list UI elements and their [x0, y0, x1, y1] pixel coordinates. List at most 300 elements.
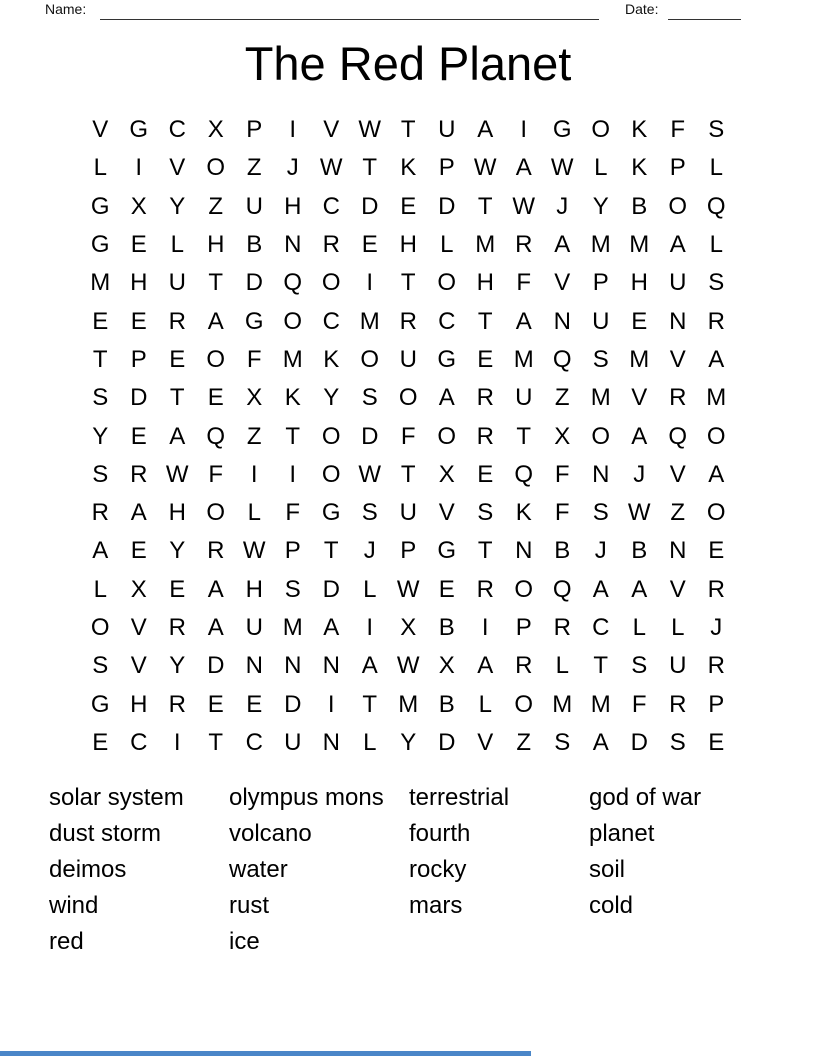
- grid-cell[interactable]: A: [323, 614, 340, 641]
- grid-cell[interactable]: N: [322, 728, 340, 756]
- grid-cell[interactable]: P: [708, 690, 725, 718]
- grid-cell[interactable]: T: [208, 728, 224, 756]
- grid-cell[interactable]: N: [592, 460, 610, 488]
- grid-cell[interactable]: R: [707, 307, 725, 335]
- grid-cell[interactable]: A: [631, 575, 648, 603]
- grid-cell[interactable]: Z: [246, 154, 262, 182]
- grid-cell[interactable]: R: [476, 384, 494, 412]
- grid-cell[interactable]: O: [591, 422, 611, 450]
- grid-cell[interactable]: S: [361, 384, 378, 412]
- grid-cell[interactable]: G: [321, 499, 341, 527]
- grid-cell[interactable]: M: [706, 384, 727, 412]
- grid-cell[interactable]: T: [593, 652, 609, 680]
- grid-cell[interactable]: K: [515, 499, 532, 527]
- grid-cell[interactable]: M: [282, 345, 303, 373]
- grid-cell[interactable]: B: [438, 614, 455, 641]
- grid-cell[interactable]: D: [284, 690, 302, 718]
- grid-cell[interactable]: G: [90, 690, 110, 718]
- grid-cell[interactable]: H: [207, 231, 225, 259]
- grid-cell[interactable]: R: [515, 652, 533, 680]
- grid-cell[interactable]: H: [130, 690, 148, 718]
- grid-cell[interactable]: B: [631, 537, 648, 565]
- grid-cell[interactable]: V: [130, 652, 147, 680]
- grid-cell[interactable]: G: [437, 537, 457, 565]
- grid-cell[interactable]: T: [323, 537, 339, 565]
- grid-cell[interactable]: A: [631, 422, 648, 450]
- grid-cell[interactable]: O: [514, 690, 534, 718]
- letter-grid: [81, 111, 736, 762]
- grid-cell[interactable]: L: [247, 499, 261, 527]
- grid-cell[interactable]: L: [632, 614, 646, 641]
- grid-cell[interactable]: X: [130, 192, 147, 220]
- grid-cell[interactable]: E: [246, 690, 263, 718]
- grid-cell[interactable]: I: [135, 154, 143, 182]
- grid-cell[interactable]: N: [553, 307, 571, 335]
- grid-cell[interactable]: S: [631, 652, 648, 680]
- grid-cell[interactable]: W: [627, 499, 651, 527]
- grid-cell[interactable]: G: [90, 231, 110, 259]
- grid-cell[interactable]: A: [207, 614, 224, 641]
- grid-cell[interactable]: M: [475, 231, 496, 259]
- grid-cell[interactable]: E: [169, 575, 186, 603]
- grid-cell[interactable]: F: [400, 422, 416, 450]
- grid-cell[interactable]: I: [366, 614, 374, 641]
- grid-cell[interactable]: E: [92, 728, 109, 756]
- grid-cell[interactable]: D: [438, 192, 456, 220]
- grid-cell[interactable]: E: [631, 307, 648, 335]
- grid-cell[interactable]: X: [438, 460, 455, 488]
- grid-cell[interactable]: C: [322, 192, 340, 220]
- grid-cell[interactable]: S: [477, 499, 494, 527]
- grid-cell[interactable]: C: [592, 614, 610, 641]
- grid-cell[interactable]: W: [358, 116, 382, 144]
- grid-cell[interactable]: B: [631, 192, 648, 220]
- grid-cell[interactable]: R: [707, 575, 725, 603]
- grid-cell[interactable]: G: [129, 116, 149, 144]
- grid-cell[interactable]: M: [398, 690, 419, 718]
- grid-cell[interactable]: V: [323, 116, 340, 144]
- grid-cell[interactable]: J: [556, 192, 569, 220]
- grid-cell[interactable]: N: [245, 652, 263, 680]
- grid-cell[interactable]: S: [592, 499, 609, 527]
- grid-cell[interactable]: L: [594, 154, 608, 182]
- grid-cell[interactable]: N: [515, 537, 533, 565]
- grid-cell[interactable]: M: [90, 269, 111, 297]
- grid-cell[interactable]: E: [400, 192, 417, 220]
- grid-cell[interactable]: G: [552, 116, 572, 144]
- grid-cell[interactable]: O: [321, 460, 341, 488]
- grid-cell[interactable]: H: [245, 575, 263, 603]
- grid-cell[interactable]: W: [358, 460, 382, 488]
- grid-cell[interactable]: V: [130, 614, 147, 641]
- grid-cell[interactable]: P: [284, 537, 301, 565]
- grid-cell[interactable]: M: [590, 690, 611, 718]
- grid-cell[interactable]: U: [515, 384, 533, 412]
- grid-cell[interactable]: G: [90, 192, 110, 220]
- grid-cell[interactable]: L: [478, 690, 492, 718]
- grid-cell[interactable]: B: [554, 537, 571, 565]
- grid-cell[interactable]: L: [555, 652, 569, 680]
- grid-cell[interactable]: A: [361, 652, 378, 680]
- grid-cell[interactable]: D: [438, 728, 456, 756]
- grid-cell[interactable]: W: [473, 154, 497, 182]
- grid-cell[interactable]: T: [477, 192, 493, 220]
- grid-cell[interactable]: A: [207, 575, 224, 603]
- grid-cell[interactable]: Q: [514, 460, 534, 488]
- grid-cell[interactable]: R: [322, 231, 340, 259]
- grid-cell[interactable]: S: [592, 345, 609, 373]
- grid-cell[interactable]: F: [554, 499, 570, 527]
- grid-cell[interactable]: Y: [169, 192, 186, 220]
- grid-cell[interactable]: R: [707, 652, 725, 680]
- grid-cell[interactable]: D: [245, 269, 263, 297]
- grid-cell[interactable]: R: [207, 537, 225, 565]
- grid-cell[interactable]: X: [207, 116, 224, 144]
- grid-cell[interactable]: V: [438, 499, 455, 527]
- grid-cell[interactable]: J: [363, 537, 376, 565]
- grid-cell[interactable]: T: [92, 345, 108, 373]
- grid-cell[interactable]: E: [361, 231, 378, 259]
- grid-cell[interactable]: B: [438, 690, 455, 718]
- grid-cell[interactable]: W: [396, 652, 420, 680]
- word-list-column: [589, 780, 767, 924]
- grid-cell[interactable]: E: [169, 345, 186, 373]
- grid-cell[interactable]: K: [631, 116, 648, 144]
- grid-cell[interactable]: M: [282, 614, 303, 641]
- grid-cell[interactable]: P: [592, 269, 609, 297]
- grid-cell[interactable]: R: [553, 614, 571, 641]
- grid-cell[interactable]: H: [130, 269, 148, 297]
- grid-cell[interactable]: E: [207, 384, 224, 412]
- grid-cell[interactable]: M: [629, 345, 650, 373]
- grid-cell[interactable]: V: [669, 460, 686, 488]
- grid-cell[interactable]: S: [669, 728, 686, 756]
- grid-cell[interactable]: L: [170, 231, 184, 259]
- grid-cell[interactable]: O: [706, 422, 726, 450]
- grid-cell[interactable]: O: [706, 499, 726, 527]
- grid-cell[interactable]: O: [321, 422, 341, 450]
- grid-cell[interactable]: T: [362, 154, 378, 182]
- grid-cell[interactable]: E: [92, 307, 109, 335]
- grid-cell[interactable]: F: [285, 499, 301, 527]
- grid-cell[interactable]: R: [669, 384, 687, 412]
- grid-cell[interactable]: I: [289, 460, 297, 488]
- grid-cell[interactable]: P: [400, 537, 417, 565]
- grid-cell[interactable]: D: [322, 575, 340, 603]
- grid-cell[interactable]: C: [168, 116, 186, 144]
- grid-cell[interactable]: O: [591, 116, 611, 144]
- grid-cell[interactable]: I: [250, 460, 258, 488]
- grid-cell[interactable]: J: [710, 614, 723, 641]
- grid-cell[interactable]: D: [361, 192, 379, 220]
- grid-cell[interactable]: Q: [552, 345, 572, 373]
- grid-cell[interactable]: V: [477, 728, 494, 756]
- grid-cell[interactable]: L: [709, 231, 723, 259]
- grid-cell[interactable]: S: [284, 575, 301, 603]
- grid-cell[interactable]: A: [669, 231, 686, 259]
- grid-cell[interactable]: N: [669, 307, 687, 335]
- grid-cell[interactable]: Z: [516, 728, 532, 756]
- grid-cell[interactable]: K: [631, 154, 648, 182]
- grid-cell[interactable]: D: [130, 384, 148, 412]
- grid-cell[interactable]: S: [708, 269, 725, 297]
- grid-cell[interactable]: S: [554, 728, 571, 756]
- grid-cell[interactable]: E: [130, 422, 147, 450]
- grid-cell[interactable]: U: [245, 192, 263, 220]
- grid-cell[interactable]: Z: [208, 192, 224, 220]
- grid-cell[interactable]: T: [516, 422, 532, 450]
- grid-cell[interactable]: T: [400, 269, 416, 297]
- grid-cell[interactable]: V: [669, 575, 686, 603]
- grid-cell[interactable]: A: [207, 307, 224, 335]
- grid-cell[interactable]: M: [552, 690, 573, 718]
- grid-cell[interactable]: A: [592, 575, 609, 603]
- grid-cell[interactable]: A: [515, 307, 532, 335]
- grid-cell[interactable]: L: [440, 231, 454, 259]
- grid-cell[interactable]: O: [437, 269, 457, 297]
- word-item: ice: [229, 928, 260, 955]
- grid-cell[interactable]: X: [554, 422, 571, 450]
- grid-cell[interactable]: A: [477, 116, 494, 144]
- grid-cell[interactable]: H: [168, 499, 186, 527]
- grid-cell[interactable]: E: [477, 345, 494, 373]
- grid-cell[interactable]: O: [437, 422, 457, 450]
- grid-cell[interactable]: R: [130, 460, 148, 488]
- grid-cell[interactable]: E: [477, 460, 494, 488]
- grid-cell[interactable]: M: [590, 231, 611, 259]
- grid-cell[interactable]: J: [594, 537, 607, 565]
- grid-cell[interactable]: E: [130, 537, 147, 565]
- grid-cell[interactable]: N: [284, 652, 302, 680]
- grid-cell[interactable]: N: [322, 652, 340, 680]
- grid-cell[interactable]: T: [362, 690, 378, 718]
- grid-cell[interactable]: U: [438, 116, 456, 144]
- grid-cell[interactable]: W: [165, 460, 189, 488]
- grid-cell[interactable]: C: [438, 307, 456, 335]
- grid-cell[interactable]: R: [476, 422, 494, 450]
- grid-cell[interactable]: F: [246, 345, 262, 373]
- grid-cell[interactable]: R: [91, 499, 109, 527]
- word-item: rocky: [409, 856, 467, 883]
- grid-cell[interactable]: Z: [246, 422, 262, 450]
- grid-cell[interactable]: F: [516, 269, 532, 297]
- grid-cell[interactable]: J: [633, 460, 646, 488]
- grid-cell[interactable]: Q: [206, 422, 226, 450]
- grid-cell[interactable]: R: [399, 307, 417, 335]
- grid-cell[interactable]: W: [242, 537, 266, 565]
- grid-cell[interactable]: G: [437, 345, 457, 373]
- grid-cell[interactable]: C: [245, 728, 263, 756]
- grid-cell[interactable]: D: [361, 422, 379, 450]
- grid-cell[interactable]: Y: [92, 422, 109, 450]
- grid-cell[interactable]: T: [477, 307, 493, 335]
- grid-cell[interactable]: L: [93, 575, 107, 603]
- grid-cell[interactable]: E: [708, 728, 725, 756]
- grid-cell[interactable]: T: [400, 460, 416, 488]
- grid-cell[interactable]: I: [327, 690, 335, 718]
- grid-cell[interactable]: Q: [552, 575, 572, 603]
- grid-cell[interactable]: P: [669, 154, 686, 182]
- grid-cell[interactable]: W: [512, 192, 536, 220]
- grid-cell[interactable]: H: [284, 192, 302, 220]
- grid-cell[interactable]: O: [321, 269, 341, 297]
- grid-cell[interactable]: S: [92, 652, 109, 680]
- grid-cell[interactable]: M: [513, 345, 534, 373]
- grid-cell[interactable]: I: [289, 116, 297, 144]
- grid-cell[interactable]: S: [361, 499, 378, 527]
- grid-cell[interactable]: V: [169, 154, 186, 182]
- grid-cell[interactable]: Q: [283, 269, 303, 297]
- grid-cell[interactable]: H: [630, 269, 648, 297]
- grid-cell[interactable]: A: [708, 345, 725, 373]
- grid-cell[interactable]: V: [554, 269, 571, 297]
- grid-cell[interactable]: L: [363, 575, 377, 603]
- grid-cell[interactable]: O: [206, 345, 226, 373]
- grid-cell[interactable]: U: [284, 728, 302, 756]
- grid-cell[interactable]: O: [360, 345, 380, 373]
- grid-cell[interactable]: U: [669, 652, 687, 680]
- grid-cell[interactable]: F: [670, 116, 686, 144]
- grid-cell[interactable]: Y: [169, 652, 186, 680]
- grid-cell[interactable]: P: [130, 345, 147, 373]
- grid-cell[interactable]: R: [168, 614, 186, 641]
- grid-cell[interactable]: S: [92, 384, 109, 412]
- grid-cell[interactable]: L: [363, 728, 377, 756]
- footer-accent-bar: [0, 1051, 531, 1056]
- grid-cell[interactable]: O: [206, 499, 226, 527]
- grid-cell[interactable]: I: [173, 728, 181, 756]
- date-fill-line[interactable]: [668, 0, 741, 20]
- grid-cell[interactable]: D: [630, 728, 648, 756]
- grid-cell[interactable]: E: [130, 307, 147, 335]
- grid-cell[interactable]: O: [206, 154, 226, 182]
- grid-cell[interactable]: W: [319, 154, 343, 182]
- grid-cell[interactable]: E: [207, 690, 224, 718]
- word-item: planet: [589, 820, 655, 847]
- grid-cell[interactable]: I: [481, 614, 489, 641]
- grid-cell[interactable]: C: [322, 307, 340, 335]
- grid-cell[interactable]: X: [130, 575, 147, 603]
- grid-cell[interactable]: R: [168, 307, 186, 335]
- grid-cell[interactable]: M: [590, 384, 611, 412]
- grid-cell[interactable]: A: [708, 460, 725, 488]
- grid-cell[interactable]: R: [476, 575, 494, 603]
- grid-cell[interactable]: V: [631, 384, 648, 412]
- grid-cell[interactable]: S: [708, 116, 725, 144]
- grid-cell[interactable]: T: [169, 384, 185, 412]
- grid-cell[interactable]: H: [476, 269, 494, 297]
- grid-cell[interactable]: O: [90, 614, 110, 641]
- grid-cell[interactable]: D: [207, 652, 225, 680]
- grid-cell[interactable]: A: [477, 652, 494, 680]
- grid-cell[interactable]: Y: [323, 384, 340, 412]
- grid-cell[interactable]: T: [477, 537, 493, 565]
- grid-cell[interactable]: P: [438, 154, 455, 182]
- grid-cell[interactable]: S: [92, 460, 109, 488]
- grid-cell[interactable]: M: [629, 231, 650, 259]
- word-item: god of war: [589, 784, 702, 811]
- grid-cell[interactable]: X: [400, 614, 417, 641]
- grid-cell[interactable]: E: [438, 575, 455, 603]
- grid-cell[interactable]: U: [168, 269, 186, 297]
- grid-cell[interactable]: T: [400, 116, 416, 144]
- grid-cell[interactable]: A: [169, 422, 186, 450]
- grid-cell[interactable]: R: [515, 231, 533, 259]
- grid-cell[interactable]: N: [669, 537, 687, 565]
- grid-cell[interactable]: H: [399, 231, 417, 259]
- grid-cell[interactable]: E: [130, 231, 147, 259]
- grid-cell[interactable]: F: [208, 460, 224, 488]
- grid-cell[interactable]: K: [284, 384, 301, 412]
- grid-cell[interactable]: P: [515, 614, 532, 641]
- grid-cell[interactable]: V: [92, 116, 109, 144]
- grid-cell[interactable]: A: [554, 231, 571, 259]
- name-fill-line[interactable]: [100, 0, 599, 20]
- grid-cell[interactable]: O: [668, 192, 688, 220]
- grid-cell[interactable]: K: [323, 345, 340, 373]
- grid-cell[interactable]: N: [284, 231, 302, 259]
- grid-cell[interactable]: X: [438, 652, 455, 680]
- grid-cell[interactable]: R: [168, 690, 186, 718]
- grid-cell[interactable]: Z: [554, 384, 570, 412]
- grid-cell[interactable]: O: [283, 307, 303, 335]
- grid-cell[interactable]: A: [92, 537, 109, 565]
- grid-cell[interactable]: Y: [169, 537, 186, 565]
- grid-cell[interactable]: O: [398, 384, 418, 412]
- grid-cell[interactable]: U: [399, 499, 417, 527]
- grid-cell[interactable]: Z: [670, 499, 686, 527]
- grid-cell[interactable]: P: [246, 116, 263, 144]
- grid-cell[interactable]: A: [438, 384, 455, 412]
- grid-cell[interactable]: E: [708, 537, 725, 565]
- grid-cell[interactable]: Q: [668, 422, 688, 450]
- grid-cell[interactable]: T: [285, 422, 301, 450]
- grid-cell[interactable]: T: [208, 269, 224, 297]
- grid-cell[interactable]: A: [592, 728, 609, 756]
- grid-cell[interactable]: A: [515, 154, 532, 182]
- grid-cell[interactable]: F: [554, 460, 570, 488]
- grid-cell[interactable]: U: [399, 345, 417, 373]
- grid-cell[interactable]: J: [286, 154, 299, 182]
- grid-cell[interactable]: B: [246, 231, 263, 259]
- grid-cell[interactable]: W: [550, 154, 574, 182]
- word-item: rust: [229, 892, 270, 919]
- grid-cell[interactable]: U: [592, 307, 610, 335]
- grid-cell[interactable]: X: [246, 384, 263, 412]
- grid-cell[interactable]: Y: [592, 192, 609, 220]
- grid-cell[interactable]: C: [130, 728, 148, 756]
- grid-cell[interactable]: F: [631, 690, 647, 718]
- grid-cell[interactable]: G: [244, 307, 264, 335]
- grid-cell[interactable]: O: [514, 575, 534, 603]
- word-list-column: [49, 780, 227, 960]
- grid-cell[interactable]: U: [245, 614, 263, 641]
- grid-cell[interactable]: K: [400, 154, 417, 182]
- grid-cell[interactable]: M: [359, 307, 380, 335]
- grid-cell[interactable]: V: [669, 345, 686, 373]
- grid-cell[interactable]: Q: [706, 192, 726, 220]
- grid-cell[interactable]: L: [671, 614, 685, 641]
- grid-cell[interactable]: I: [366, 269, 374, 297]
- grid-cell[interactable]: R: [669, 690, 687, 718]
- grid-cell[interactable]: W: [396, 575, 420, 603]
- grid-cell[interactable]: U: [669, 269, 687, 297]
- grid-cell[interactable]: A: [130, 499, 147, 527]
- grid-cell[interactable]: L: [709, 154, 723, 182]
- grid-cell[interactable]: I: [520, 116, 528, 144]
- grid-cell[interactable]: L: [93, 154, 107, 182]
- grid-cell[interactable]: Y: [400, 728, 417, 756]
